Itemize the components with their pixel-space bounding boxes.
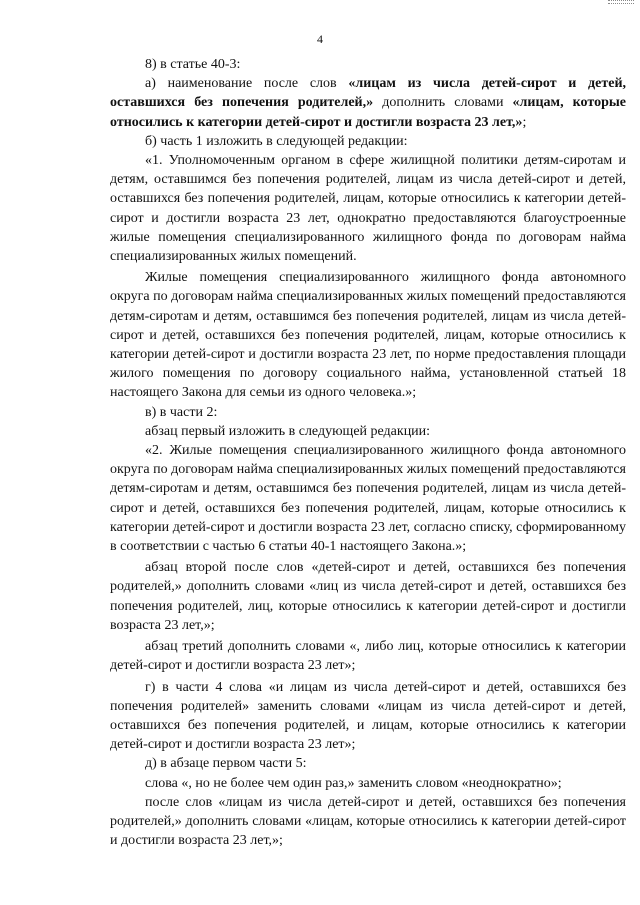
page-number: 4 <box>317 32 323 46</box>
paragraph-part-2: «2. Жилые помещения специализированного жилищного фонда автономного округа по договорам найма специализированных жилых помещений предоставляются детям-сиротам и детям, оставшимся без попечения родителей, лицам из числа детей-сирот и детей, оставшихся без попечения родителей, лицам, которые относились к категории детей-сирот и достигли возраста 23 лет, согласно списку, сформированному в соответствии с частью 6 статьи 40-1 настоящего Закона.»; <box>110 443 626 555</box>
paragraph-item-d: д) в абзаце первом части 5: <box>145 756 307 772</box>
bold-phrase: «лицам, которые относились к категории детей-сирот и достигли возраста 23 лет,» <box>110 95 626 130</box>
corner-mark <box>608 0 634 4</box>
paragraph-after-words: после слов «лицам из числа детей-сирот и детей, оставшихся без попечения родителей,» дополнить словами «лицам, которые относились к категории детей-сирот и достигли возраста 23 лет,»; <box>110 794 626 849</box>
paragraph-item-g: г) в части 4 слова «и лицам из числа детей-сирот и детей, оставшихся без попечения родителей» заменить словами «лицам из числа детей-сирот и детей, оставшихся без попечения родителей, и лицам, которые относились к категории детей-сирот и достигли возраста 23 лет»; <box>110 679 626 753</box>
paragraph-article-heading: 8) в статье 40-3: <box>145 57 241 72</box>
paragraph-first-abzac: абзац первый изложить в следующей редакции: <box>145 423 431 439</box>
paragraph-part-1: «1. Уполномоченным органом в сфере жилищной политики детям-сиротам и детям, оставшимся без попечения родителей, лицам из числа детей-сирот и детей, оставшихся без попечения родителей, лицам, которые относились к категории детей-сирот и достигли возраста 23 лет, однократно предоставляются благоустроенные жилые помещения специализированного жилищного фонда по договорам найма специализированных жилых помещений. <box>110 153 626 265</box>
paragraph-second-abzac: абзац второй после слов «детей-сирот и детей, оставшихся без попечения родителей,» дополнить словами «лиц из числа детей-сирот и детей, оставшихся без попечения родителей, лиц, которые относились к категории детей-сирот и достигли возраста 23 лет,»; <box>110 560 626 633</box>
paragraph-item-a: а) наименование после слов «лицам из числа детей-сирот и детей, оставшихся без попечения родителей,» дополнить словами «лицам, которые относились к категории детей-сирот и достигли возраста 23 лет,»; <box>110 76 627 130</box>
paragraph-part-1-continued: Жилые помещения специализированного жилищного фонда автономного округа по договорам найма специализированных жилых помещений предоставляются детям-сиротам и детям, оставшимся без попечения родителей, лицам из числа детей-сирот и детей, оставшихся без попечения родителей, лицам, которые относились к категории детей-сирот и достигли возраста 23 лет, по норме предоставления площади жилого помещения по договору социального найма, установленной статьей 18 настоящего Закона для семьи из одного человека.»; <box>110 270 626 401</box>
paragraph-item-b: б) часть 1 изложить в следующей редакции: <box>145 133 408 149</box>
bold-phrase: «лицам из числа детей-сирот и детей, оставшихся без попечения родителей,» <box>110 76 627 111</box>
paragraph-item-v: в) в части 2: <box>145 404 218 420</box>
paragraph-third-abzac: абзац третий дополнить словами «, либо лиц, которые относились к категории детей-сирот и достигли возраста 23 лет»; <box>110 639 626 674</box>
paragraph-words-replace: слова «, но не более чем один раз,» заменить словом «неоднократно»; <box>145 775 562 791</box>
document-body <box>110 55 626 850</box>
